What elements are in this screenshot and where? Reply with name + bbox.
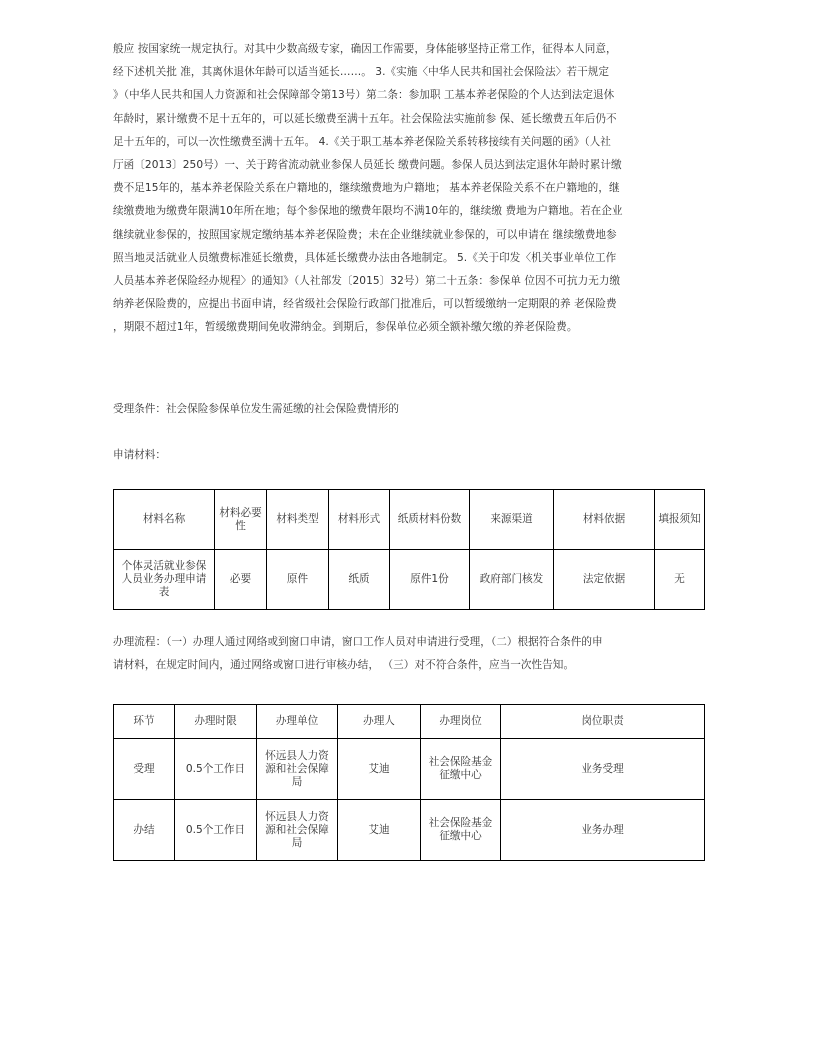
table-cell: 0.5个工作日 — [175, 739, 257, 800]
intro-paragraph — [113, 38, 709, 340]
table-cell: 怀远县人力资源和社会保障局 — [257, 739, 338, 800]
header-cell: 办理单位 — [257, 705, 338, 739]
table-cell: 无 — [655, 550, 705, 610]
header-cell: 岗位职责 — [501, 705, 705, 739]
process-line: 办理流程：（一）办理人通过网络或到窗口申请，窗口工作人员对申请进行受理，（二）根据符合条件的申 — [113, 636, 603, 648]
materials-label: 申请材料： — [113, 449, 166, 461]
intro-line: 纳养老保险费的，应提出书面申请，经省级社会保险行政部门批准后，可以暂缓缴纳一定期限的养 老保险费 — [113, 298, 617, 311]
header-cell: 办理人 — [338, 705, 421, 739]
header-cell: 办理时限 — [175, 705, 257, 739]
header-cell: 环节 — [114, 705, 175, 739]
intro-line: 续缴费地为缴费年限满10年所在地；每个参保地的缴费年限均不满10年的，继续缴 费地为户籍地。若在企业 — [113, 205, 623, 218]
table-cell: 社会保险基金征缴中心 — [421, 739, 501, 800]
intro-line: 般应 按国家统一规定执行。对其中少数高级专家，确因工作需要，身体能够坚持正常工作，征得本人同意， — [113, 43, 617, 55]
header-cell: 填报须知 — [655, 490, 705, 550]
table-cell: 必要 — [215, 550, 267, 610]
table-cell: 艾迪 — [338, 739, 421, 800]
table-cell: 法定依据 — [554, 550, 655, 610]
header-cell: 材料名称 — [114, 490, 215, 550]
acceptance-conditions: 受理条件：社会保险参保单位发生需延缴的社会保险费情形的 — [113, 403, 400, 415]
intro-line: ，期限不超过1年，暂缓缴费期间免收滞纳金。到期后，参保单位必须全额补缴欠缴的养老保险费。 — [113, 321, 578, 334]
intro-line: 人员基本养老保险经办规程〉的通知》（人社部发〔2015〕32号）第二十五条：参保单 位因不可抗力无力缴 — [113, 275, 621, 288]
table-cell: 原件1份 — [390, 550, 470, 610]
table-cell: 个体灵活就业参保人员业务办理申请表 — [114, 550, 215, 610]
header-cell: 办理岗位 — [421, 705, 501, 739]
table-cell: 艾迪 — [338, 800, 421, 861]
header-cell: 材料必要性 — [215, 490, 267, 550]
table-row — [114, 739, 705, 800]
steps-table — [113, 704, 705, 861]
steps-header-row — [114, 705, 705, 739]
table-cell: 纸质 — [329, 550, 390, 610]
materials-header-row — [114, 490, 705, 550]
materials-table — [113, 489, 705, 610]
table-cell: 0.5个工作日 — [175, 800, 257, 861]
process-paragraph — [113, 631, 709, 677]
table-cell: 原件 — [267, 550, 329, 610]
intro-line: 年龄时，累计缴费不足十五年的，可以延长缴费至满十五年。社会保险法实施前参 保、延长缴费五年后仍不 — [113, 112, 617, 125]
table-cell: 办结 — [114, 800, 175, 861]
table-row — [114, 800, 705, 861]
header-cell: 材料形式 — [329, 490, 390, 550]
table-cell: 业务受理 — [501, 739, 705, 800]
table-cell: 业务办理 — [501, 800, 705, 861]
intro-line: 经下述机关批 准，其离休退休年龄可以适当延长……。 3.《实施〈中华人民共和国社会保险法〉若干规定 — [113, 66, 610, 79]
table-cell: 怀远县人力资源和社会保障局 — [257, 800, 338, 861]
header-cell: 材料类型 — [267, 490, 329, 550]
intro-line: 照当地灵活就业人员缴费标准延长缴费，具体延长缴费办法由各地制定。 5.《关于印发〈机关事业单位工作 — [113, 251, 617, 264]
intro-line: 足十五年的，可以一次性缴费至满十五年。 4.《关于职工基本养老保险关系转移接续有关问题的函》（人社 — [113, 135, 611, 148]
intro-line: 》（中华人民共和国人力资源和社会保障部令第13号）第二条：参加职 工基本养老保险的个人达到法定退休 — [113, 89, 615, 102]
table-cell: 社会保险基金征缴中心 — [421, 800, 501, 861]
table-cell: 受理 — [114, 739, 175, 800]
header-cell: 来源渠道 — [470, 490, 554, 550]
header-cell: 纸质材料份数 — [390, 490, 470, 550]
table-row — [114, 550, 705, 610]
table-cell: 政府部门核发 — [470, 550, 554, 610]
header-cell: 材料依据 — [554, 490, 655, 550]
process-line: 请材料，在规定时间内，通过网络或窗口进行审核办结， （三）对不符合条件，应当一次性告知。 — [113, 659, 575, 672]
intro-line: 费不足15年的，基本养老保险关系在户籍地的，继续缴费地为户籍地； 基本养老保险关系不在户籍地的，继 — [113, 182, 620, 195]
intro-line: 厅函〔2013〕250号）一、关于跨省流动就业参保人员延长 缴费问题。参保人员达到法定退休年龄时累计缴 — [113, 159, 622, 172]
intro-line: 继续就业参保的，按照国家规定缴纳基本养老保险费；未在企业继续就业参保的，可以申请在 继续缴费地参 — [113, 228, 617, 241]
